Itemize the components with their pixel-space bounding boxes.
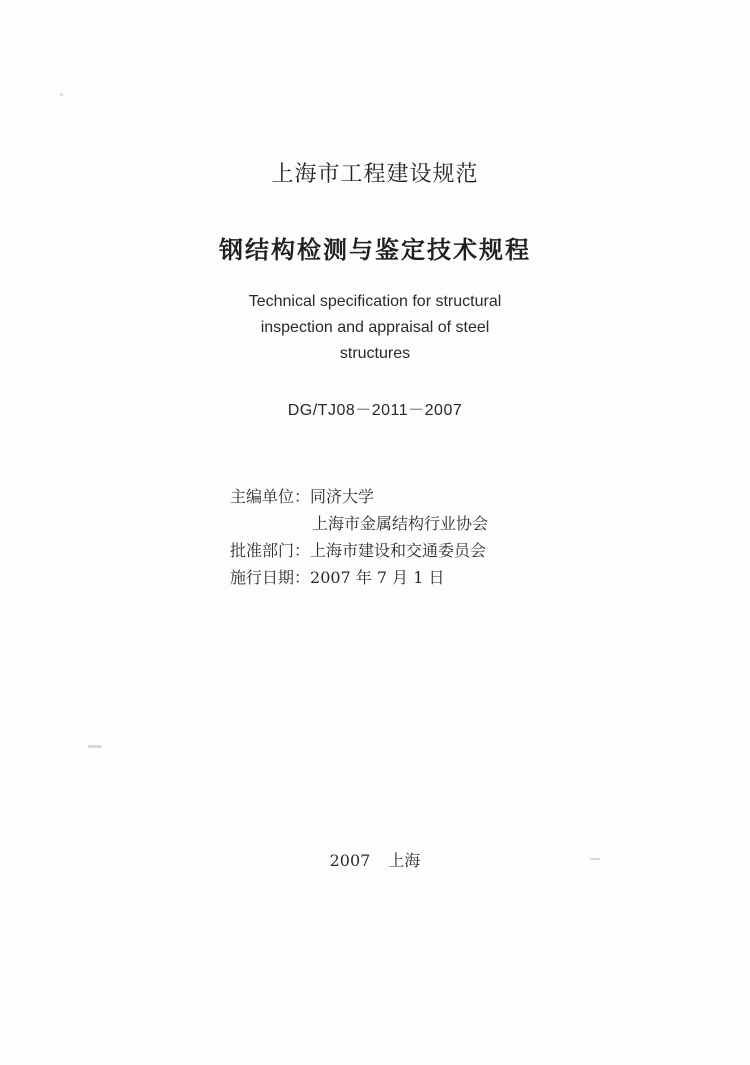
effective-date-value: 2007 年 7 月 1 日: [310, 568, 445, 587]
effective-date-row: [230, 564, 488, 591]
info-block: [230, 483, 488, 591]
english-title-line: structures: [339, 345, 411, 362]
scan-speck: [60, 93, 63, 96]
series-title: 上海市工程建设规范: [271, 162, 479, 187]
editor-row: [230, 483, 488, 510]
editor-label: 主编单位：: [230, 487, 311, 506]
approver-label: 批准部门：: [230, 541, 311, 560]
english-title-line: inspection and appraisal of steel: [260, 319, 490, 336]
approver-row: [230, 537, 488, 564]
editor-value: 上海市金属结构行业协会: [312, 514, 489, 533]
publication-footer: [0, 848, 750, 871]
effective-date-label: 施行日期：: [230, 568, 311, 587]
scan-speck: [88, 745, 102, 748]
english-title: [0, 289, 750, 367]
standard-code: DG/TJ08－2011－2007: [287, 402, 463, 419]
editor-row-2: [230, 510, 488, 537]
main-title: 钢结构检测与鉴定技术规程: [219, 236, 531, 264]
publication-city: 上海: [388, 851, 421, 870]
english-title-line: Technical specification for structural: [248, 293, 502, 310]
approver-value: 上海市建设和交通委员会: [310, 541, 487, 560]
editor-value: 同济大学: [310, 487, 375, 506]
publication-year: 2007: [329, 851, 371, 870]
